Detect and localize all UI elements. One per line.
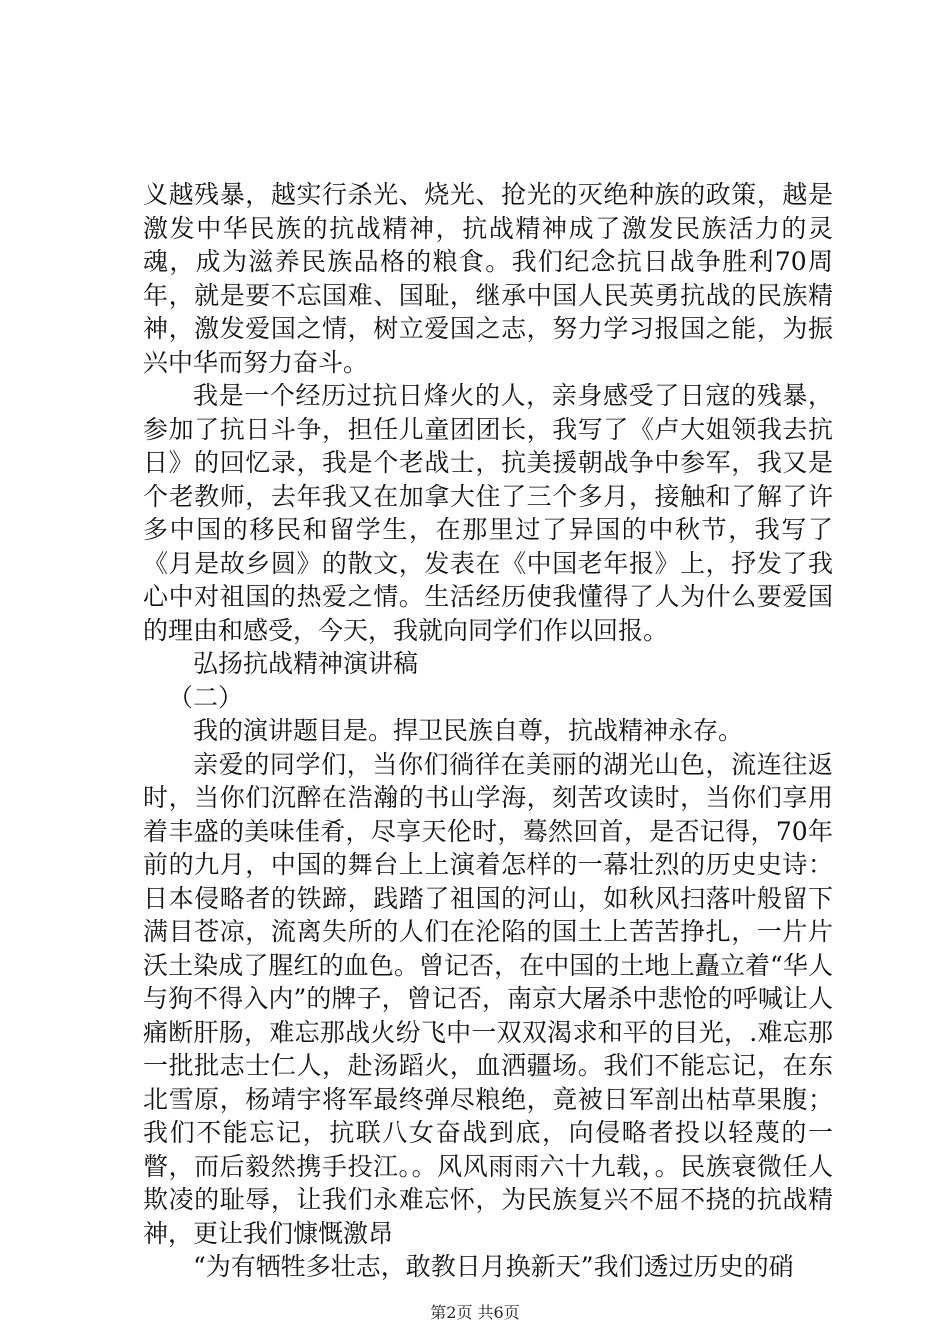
speech-topic: 我的演讲题目是。捍卫民族自尊，抗战精神永存。 [193, 716, 744, 745]
paragraph-history: 亲爱的同学们，当你们徜徉在美丽的湖光山色，流连往返时，当你们沉醉在浩瀚的书山学海，刻苦攻读时，当你们享用着丰盛的美味佳肴，尽享天伦时，蓦然回首，是否记得，70年前的九月，中国的舞台上上演着怎样的一幕壮烈的历史史诗：日本侵略者的铁蹄，践踏了祖国的河山，如秋风扫落叶般留下满目苍凉，流离失所的人们在沦陷的国土上苦苦挣扎，一片片沃土染成了腥红的血色。曾记否，在中国的土地上矗立着“华人与狗不得入内”的牌子，曾记否，南京大屠杀中悲怆的呼喊让人痛断肝肠，难忘那战火纷飞中一双双渴求和平的目光，.难忘那一批批志士仁人，赴汤蹈火，血洒疆场。我们不能忘记，在东北雪原，杨靖宇将军最终弹尽粮绝，竟被日军剖出枯草果腹；我们不能忘记，抗联八女奋战到底，向侵略者投以轻蔑的一瞥，而后毅然携手投江。。风风雨雨六十九载，。民族衰微任人欺凌的耻辱，让我们永难忘怀，为民族复兴不屈不挠的抗战精神，更让我们慷慨激昂 [143, 749, 833, 1248]
section-number: （二） [168, 682, 244, 712]
paragraph-author-experience: 我是一个经历过抗日烽火的人，亲身感受了日寇的残暴，参加了抗日斗争，担任儿童团团长，我写了《卢大姐领我去抗日》的回忆录，我是个老战士，抗美援朝战争中参军，我又是个老教师，去年我又在加拿大住了三个多月，接触和了解了许多中国的移民和留学生，在那里过了异国的中秋节，我写了《月是故乡圆》的散文，发表在《中国老年报》上，抒发了我心中对祖国的热爱之情。生活经历使我懂得了人为什么要爱国的理由和感受，今天，我就向同学们作以回报。 [143, 381, 833, 645]
paragraph-quote: “为有牺牲多壮志，敢教日月换新天”我们透过历史的硝 [193, 1252, 794, 1281]
paragraph-continuation: 义越残暴，越实行杀光、烧光、抢光的灭绝种族的政策，越是激发中华民族的抗战精神，抗战精神成了激发民族活力的灵魂，成为滋养民族品格的粮食。我们纪念抗日战争胜利70周年，就是要不忘国难、国耻，继承中国人民英勇抗战的民族精神，激发爱国之情，树立爱国之志，努力学习报国之能，为振兴中华而努力奋斗。 [143, 180, 833, 377]
speech-title: 弘扬抗战精神演讲稿 [193, 649, 419, 678]
document-body [143, 178, 833, 1284]
page-number-footer: 第2页 共6页 [430, 1303, 520, 1322]
